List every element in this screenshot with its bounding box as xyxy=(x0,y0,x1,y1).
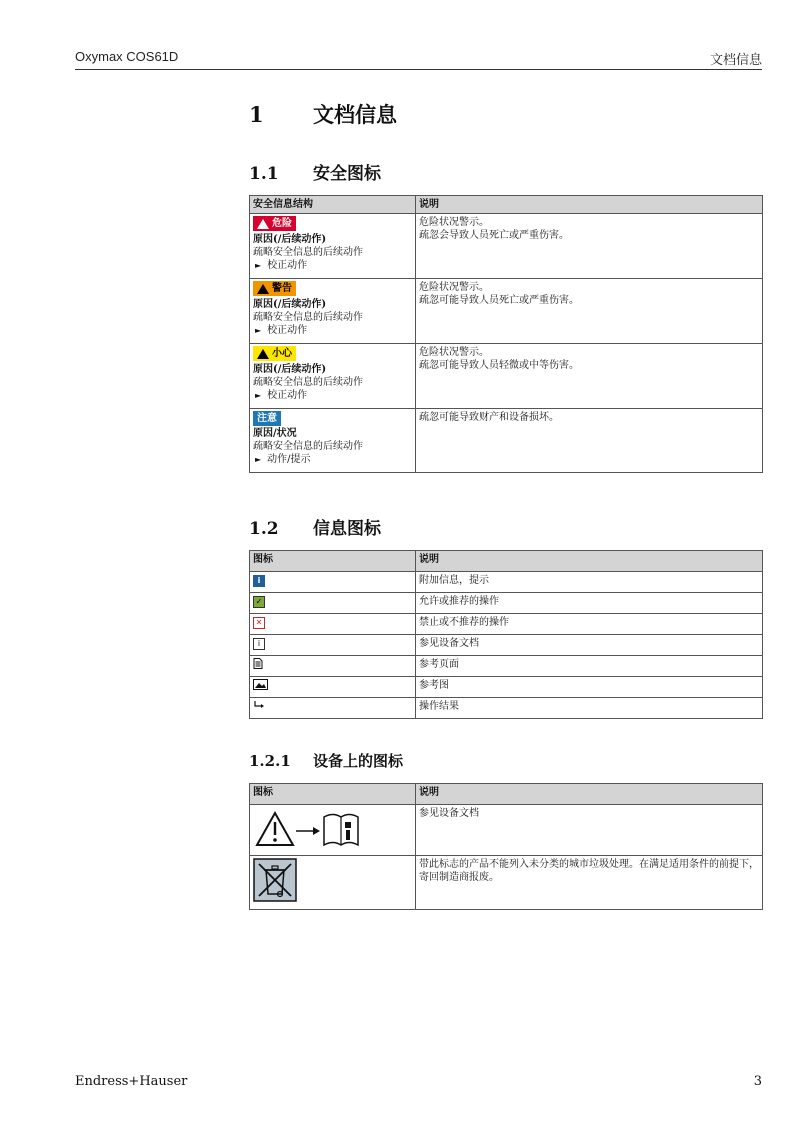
info-symbols-table xyxy=(249,550,763,719)
page-number: 3 xyxy=(753,1074,762,1089)
section-heading-1-1 xyxy=(249,159,381,184)
column-header: 说明 xyxy=(416,196,763,214)
symbol-description: 附加信息，提示 xyxy=(416,572,763,593)
cause-text: 原因(/后续动作) xyxy=(253,233,327,245)
cause-text: 原因/状况 xyxy=(253,428,297,439)
header-section-title: 文档信息 xyxy=(709,52,762,67)
section-number: 1.2.1 xyxy=(249,752,291,770)
crossed-bin-icon xyxy=(253,858,297,902)
device-doc-icon: i xyxy=(253,638,265,650)
bullet-arrow-icon: ► xyxy=(255,325,262,335)
symbol-description: 允许或推荐的操作 xyxy=(416,593,763,614)
description-line: 危险状况警示。 xyxy=(419,217,489,228)
warning-badge: 警告 xyxy=(253,281,296,296)
result-arrow-icon xyxy=(253,700,265,710)
section-title: 安全图标 xyxy=(313,164,381,184)
corrective-action: ► 校正动作 xyxy=(255,259,308,271)
table-row xyxy=(250,572,763,593)
structure-cell xyxy=(250,214,416,279)
column-header: 安全信息结构 xyxy=(250,196,416,214)
header-divider xyxy=(75,69,762,70)
description-line: 疏忽会导致人员死亡或严重伤害。 xyxy=(419,230,569,241)
info-icon: i xyxy=(253,575,265,587)
symbol-description: 参见设备文档 xyxy=(416,635,763,656)
section-number: 1.2 xyxy=(249,519,279,539)
header-doc-title: Oxymax COS61D xyxy=(75,49,179,64)
column-header: 图标 xyxy=(250,784,416,805)
corrective-action: ► 动作/提示 xyxy=(255,454,311,465)
section-heading-1-2 xyxy=(249,514,381,539)
description-line: 危险状况警示。 xyxy=(419,347,489,358)
column-header: 说明 xyxy=(416,784,763,805)
table-row xyxy=(250,856,763,910)
structure-cell xyxy=(250,409,416,473)
section-title: 设备上的图标 xyxy=(313,752,404,770)
description-cell xyxy=(416,344,763,409)
description-cell xyxy=(416,409,763,473)
symbol-description: 操作结果 xyxy=(416,698,763,719)
section-heading-1-2-1 xyxy=(249,750,403,771)
corrective-action: ► 校正动作 xyxy=(255,389,308,401)
table-row xyxy=(250,698,763,719)
cause-text: 原因(/后续动作) xyxy=(253,363,327,375)
warning-to-manual-icon xyxy=(253,807,363,849)
chapter-heading xyxy=(249,99,397,129)
description-line: 疏忽可能导致人员死亡或严重伤害。 xyxy=(419,295,579,306)
device-symbols-table xyxy=(249,783,763,910)
consequence-text: 疏略安全信息的后续动作 xyxy=(253,246,363,258)
table-row xyxy=(250,656,763,677)
consequence-text: 疏略安全信息的后续动作 xyxy=(253,311,363,323)
symbol-description: 参见设备文档 xyxy=(416,805,763,856)
table-row xyxy=(250,593,763,614)
table-header-row xyxy=(250,551,763,572)
consequence-text: 疏略安全信息的后续动作 xyxy=(253,441,363,452)
corrective-action: ► 校正动作 xyxy=(255,324,308,336)
description-line: 疏忽可能导致人员轻微或中等伤害。 xyxy=(419,360,579,371)
table-row xyxy=(250,279,763,344)
symbol-description: 带此标志的产品不能列入未分类的城市垃圾处理。在满足适用条件的前提下，寄回制造商报废。 xyxy=(416,856,763,910)
table-row xyxy=(250,677,763,698)
column-header: 说明 xyxy=(416,551,763,572)
section-title: 信息图标 xyxy=(313,519,381,539)
footer-company: Endress+Hauser xyxy=(75,1074,188,1089)
description-cell xyxy=(416,279,763,344)
bullet-arrow-icon: ► xyxy=(255,390,262,400)
column-header: 图标 xyxy=(250,551,416,572)
consequence-text: 疏略安全信息的后续动作 xyxy=(253,376,363,388)
bullet-arrow-icon: ► xyxy=(255,455,262,464)
warning-triangle-icon xyxy=(257,219,269,229)
symbol-description: 参考图 xyxy=(416,677,763,698)
symbol-description: 禁止或不推荐的操作 xyxy=(416,614,763,635)
table-row xyxy=(250,214,763,279)
caution-badge: 小心 xyxy=(253,346,296,361)
chapter-title: 文档信息 xyxy=(313,102,397,127)
graphic-icon xyxy=(253,679,269,690)
structure-cell xyxy=(250,344,416,409)
page-icon xyxy=(253,658,263,669)
warning-triangle-icon xyxy=(257,284,269,294)
table-row xyxy=(250,805,763,856)
cause-text: 原因(/后续动作) xyxy=(253,298,327,310)
table-row xyxy=(250,614,763,635)
structure-cell xyxy=(250,279,416,344)
notice-badge: 注意 xyxy=(253,411,281,426)
cross-icon: ✕ xyxy=(253,617,265,629)
description-line: 疏忽可能导致财产和设备损坏。 xyxy=(419,412,559,423)
safety-symbols-table xyxy=(249,195,763,473)
checkmark-icon: ✓ xyxy=(253,596,265,608)
chapter-number: 1 xyxy=(249,102,264,127)
table-row xyxy=(250,344,763,409)
section-number: 1.1 xyxy=(249,164,279,184)
description-line: 危险状况警示。 xyxy=(419,282,489,293)
table-row xyxy=(250,409,763,473)
table-header-row xyxy=(250,196,763,214)
warning-triangle-icon xyxy=(257,349,269,359)
bullet-arrow-icon: ► xyxy=(255,260,262,270)
symbol-description: 参考页面 xyxy=(416,656,763,677)
danger-badge: 危险 xyxy=(253,216,296,231)
table-header-row xyxy=(250,784,763,805)
table-row xyxy=(250,635,763,656)
description-cell xyxy=(416,214,763,279)
